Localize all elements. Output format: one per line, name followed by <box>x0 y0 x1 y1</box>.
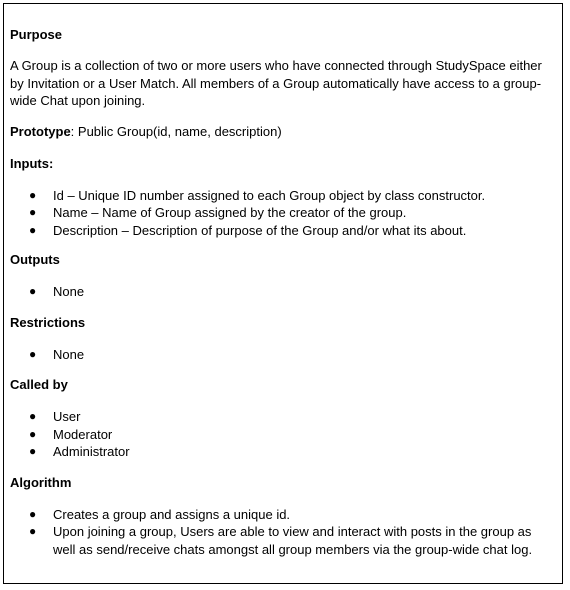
list-item <box>10 283 556 301</box>
restrictions-list <box>10 346 556 364</box>
inputs-list <box>10 187 556 240</box>
bullet-icon: ● <box>29 524 37 538</box>
prototype-label: Prototype <box>10 123 71 139</box>
list-item-text: None <box>53 284 85 299</box>
list-item-text: Name – Name of Group assigned by the creator of the group. <box>53 205 407 220</box>
list-item <box>10 523 556 558</box>
algorithm-heading: Algorithm <box>10 474 72 490</box>
called-by-list <box>10 408 556 461</box>
list-item-text: Administrator <box>53 444 130 459</box>
list-item-text: Creates a group and assigns a unique id. <box>53 506 291 522</box>
bullet-icon: ● <box>29 426 37 441</box>
bullet-icon: ● <box>29 409 37 423</box>
bullet-icon: ● <box>29 444 37 458</box>
algorithm-list <box>10 506 556 559</box>
purpose-text: A Group is a collection of two or more users who have connected through StudySpace either by Invitation or a User Match. All members of a Group automatically have access to a group-wide Chat upon joining. <box>10 58 542 108</box>
bullet-icon: ● <box>29 284 37 298</box>
list-item-text: Id – Unique ID number assigned to each Group object by class constructor. <box>53 187 486 203</box>
bullet-icon: ● <box>29 187 37 202</box>
list-item <box>10 187 556 205</box>
list-item <box>10 408 556 426</box>
outputs-list <box>10 283 556 301</box>
inputs-heading: Inputs: <box>10 155 54 171</box>
list-item <box>10 426 556 444</box>
prototype-text: : Public Group(id, name, description) <box>70 123 282 139</box>
list-item-text: None <box>53 346 85 362</box>
list-item <box>10 443 556 461</box>
list-item <box>10 346 556 364</box>
list-item <box>10 204 556 222</box>
list-item-text: Description – Description of purpose of the Group and/or what its about. <box>53 222 467 238</box>
list-item-text: Upon joining a group, Users are able to view and interact with posts in the group as well as send/receive chats amongst all group members via the group-wide chat log. <box>53 524 533 557</box>
document-box <box>3 3 563 584</box>
bullet-icon: ● <box>29 346 37 361</box>
bullet-icon: ● <box>29 222 37 237</box>
list-item <box>10 506 556 524</box>
list-item-text: User <box>53 409 81 424</box>
purpose-heading: Purpose <box>10 27 63 42</box>
restrictions-heading: Restrictions <box>10 314 86 330</box>
called-by-heading: Called by <box>10 377 68 392</box>
bullet-icon: ● <box>29 205 37 219</box>
prototype-line <box>10 124 556 140</box>
list-item <box>10 222 556 240</box>
outputs-heading: Outputs <box>10 252 60 267</box>
bullet-icon: ● <box>29 506 37 521</box>
list-item-text: Moderator <box>53 426 113 442</box>
